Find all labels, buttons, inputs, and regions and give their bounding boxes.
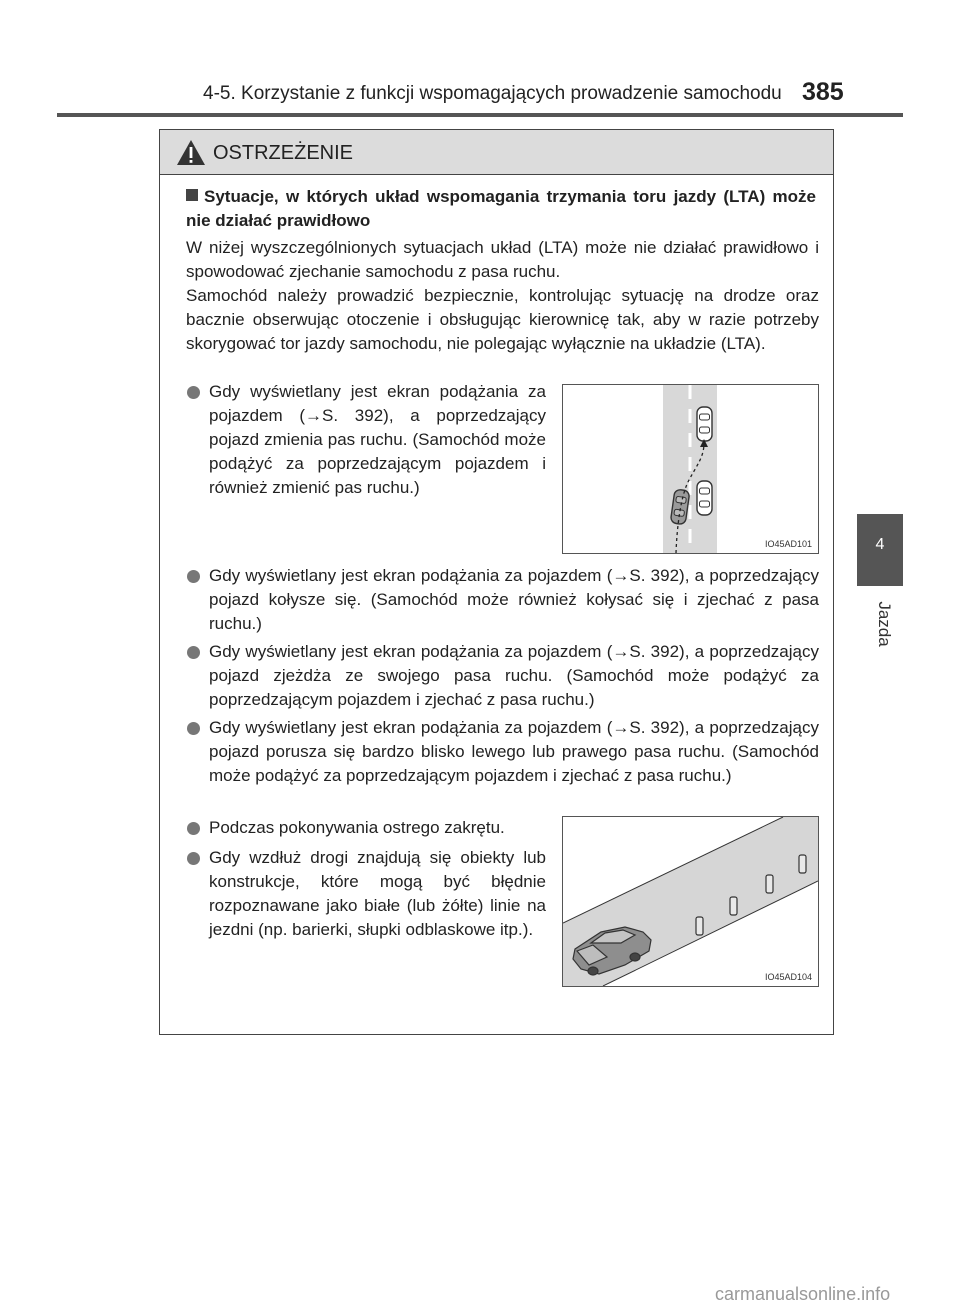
bullet-2: Gdy wyświetlany jest ekran podążania za pojazdem (→S. 392), a poprzedzający pojazd kołysze się. (Samochód może również kołysać się i zjechać z pasa ruchu.) [209, 566, 819, 633]
bullet-5: Podczas pokonywania ostrego zakrętu. [209, 818, 505, 837]
warning-header [160, 130, 833, 175]
roadside-objects-illustration [563, 817, 818, 986]
warning-heading [186, 185, 816, 233]
intro-paragraph-2: Samochód należy prowadzić bezpiecznie, kontrolując sytuację na drodze oraz bacznie obserwując otoczenie i obsługując kierownicę tak, aby w razie potrzeby skorygować tor jazdy samochodu, nie polegając wyłącznie na układzie (LTA). [186, 286, 819, 353]
warning-heading-text: Sytuacje, w których układ wspomagania trzymania toru jazdy (LTA) może nie działać prawidłowo [186, 187, 816, 230]
page-number: 385 [802, 78, 844, 106]
header-rule [57, 113, 903, 117]
bullet-dot-icon [187, 386, 200, 399]
chapter-tab: 4 [857, 514, 903, 586]
square-bullet-icon [186, 189, 198, 201]
figure-1-code: IO45AD101 [764, 539, 812, 549]
figure-2-code: IO45AD104 [764, 972, 812, 982]
bullet-dot-icon [187, 570, 200, 583]
figure-roadside-objects [562, 816, 819, 987]
chapter-label-text: Jazda [875, 601, 894, 647]
bullet-3: Gdy wyświetlany jest ekran podążania za pojazdem (→S. 392), a poprzedzający pojazd zjeżdża ze swojego pasa ruchu. (Samochód może podążyć za poprzedzającym pojazdem i zjechać z pasa ruchu.) [209, 642, 819, 709]
bullet-1: Gdy wyświetlany jest ekran podążania za pojazdem (→S. 392), a poprzedzający pojazd zmienia pas ruchu. (Samochód może podążyć za poprzedzającym pojazdem i również zmienić pas ruchu.) [209, 382, 546, 497]
lane-change-illustration [563, 385, 818, 553]
bullet-dot-icon [187, 822, 200, 835]
section-title: 4-5. Korzystanie z funkcji wspomagających prowadzenie samochodu [203, 83, 782, 104]
watermark: carmanualsonline.info [715, 1284, 891, 1304]
bullet-dot-icon [187, 722, 200, 735]
bullet-dot-icon [187, 852, 200, 865]
bullet-4: Gdy wyświetlany jest ekran podążania za pojazdem (→S. 392), a poprzedzający pojazd porusza się bardzo blisko lewego lub prawego pasa ruchu. (Samochód może podążyć za poprzedzającym pojazdem i zjechać z pasa ruchu.) [209, 718, 819, 785]
bullet-6: Gdy wzdłuż drogi znajdują się obiekty lub konstrukcje, które mogą być błędnie rozpoznawane jako białe (lub żółte) linie na jezdni (np. barierki, słupki odblaskowe itp.). [209, 848, 546, 939]
figure-lane-change [562, 384, 819, 554]
bullet-dot-icon [187, 646, 200, 659]
intro-paragraph-1: W niżej wyszczególnionych sytuacjach układ (LTA) może nie działać prawidłowo i spowodować zjechanie samochodu z pasa ruchu. [186, 238, 819, 281]
warning-triangle-icon [176, 139, 206, 166]
chapter-label [864, 596, 896, 656]
warning-title: OSTRZEŻENIE [213, 142, 354, 164]
warning-box [159, 129, 834, 1035]
